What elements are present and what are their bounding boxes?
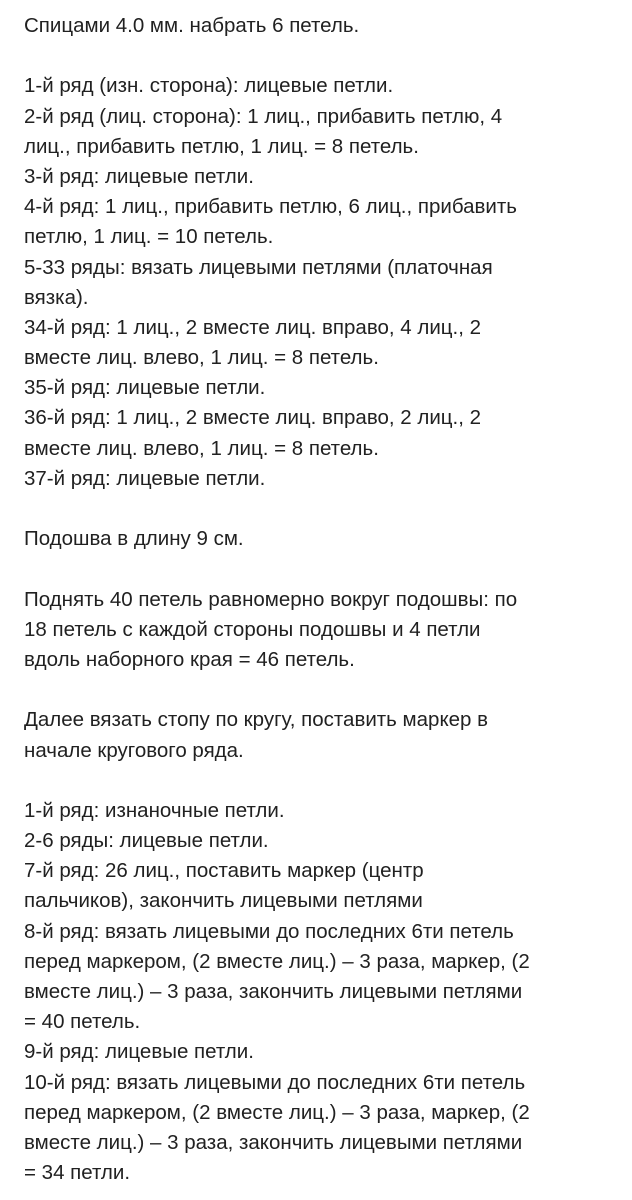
spacer [24, 41, 620, 71]
text-line: 18 петель с каждой стороны подошвы и 4 петли [24, 617, 481, 641]
text-line: 5-33 ряды: вязать лицевыми петлями (платочная [24, 255, 493, 279]
text-line: вместе лиц. влево, 1 лиц. = 8 петель. [24, 346, 379, 370]
text-line: 3-й ряд: лицевые петли. [24, 164, 254, 188]
pattern-text [24, 11, 620, 1188]
text-line: лиц., прибавить петлю, 1 лиц. = 8 петель. [24, 134, 419, 158]
spacer [24, 494, 620, 524]
text-line: = 40 петель. [24, 1010, 141, 1034]
intro-line: Спицами 4.0 мм. набрать 6 петель. [24, 14, 360, 37]
text-line: 2-й ряд (лиц. сторона): 1 лиц., прибавить петлю, 4 [24, 104, 503, 128]
text-line: 1-й ряд: изнаночные петли. [24, 798, 285, 822]
text-line: = 34 петли. [24, 1161, 131, 1185]
sole-rows [24, 71, 620, 494]
text-line: 9-й ряд: лицевые петли. [24, 1040, 254, 1064]
text-line: 34-й ряд: 1 лиц., 2 вместе лиц. вправо, 4 лиц., 2 [24, 315, 482, 339]
text-line: 37-й ряд: лицевые петли. [24, 466, 266, 490]
text-line: 36-й ряд: 1 лиц., 2 вместе лиц. вправо, 2 лиц., 2 [24, 406, 482, 430]
text-line: Поднять 40 петель равномерно вокруг подошвы: по [24, 587, 518, 611]
text-line: вдоль наборного края = 46 петель. [24, 647, 355, 671]
text-line: вязка). [24, 285, 89, 309]
round-intro-paragraph [24, 705, 620, 765]
text-line: вместе лиц.) – 3 раза, закончить лицевыми петлями [24, 980, 523, 1003]
text-line: петлю, 1 лиц. = 10 петель. [24, 225, 274, 249]
text-line: 35-й ряд: лицевые петли. [24, 376, 266, 400]
text-line: начале кругового ряда. [24, 738, 244, 762]
sole-length-line: Подошва в длину 9 см. [24, 527, 244, 551]
spacer [24, 675, 620, 705]
text-line: 4-й ряд: 1 лиц., прибавить петлю, 6 лиц., прибавить [24, 195, 517, 219]
pickup-paragraph [24, 585, 620, 676]
text-line: 2-6 ряды: лицевые петли. [24, 829, 269, 853]
text-line: 1-й ряд (изн. сторона): лицевые петли. [24, 74, 394, 98]
text-line: пальчиков), закончить лицевыми петлями [24, 889, 423, 913]
text-line: вместе лиц.) – 3 раза, закончить лицевыми петлями [24, 1130, 523, 1154]
text-line: перед маркером, (2 вместе лиц.) – 3 раза, маркер, (2 [24, 949, 530, 973]
spacer [24, 554, 620, 584]
spacer [24, 766, 620, 796]
text-line: Далее вязать стопу по кругу, поставить маркер в [24, 708, 489, 732]
text-line: 10-й ряд: вязать лицевыми до последних 6ти петель [24, 1070, 526, 1094]
text-line: перед маркером, (2 вместе лиц.) – 3 раза, маркер, (2 [24, 1100, 530, 1124]
text-line: 8-й ряд: вязать лицевыми до последних 6ти петель [24, 919, 514, 943]
foot-rows [24, 796, 620, 1188]
text-line: вместе лиц. влево, 1 лиц. = 8 петель. [24, 436, 379, 460]
text-line: 7-й ряд: 26 лиц., поставить маркер (центр [24, 859, 424, 883]
